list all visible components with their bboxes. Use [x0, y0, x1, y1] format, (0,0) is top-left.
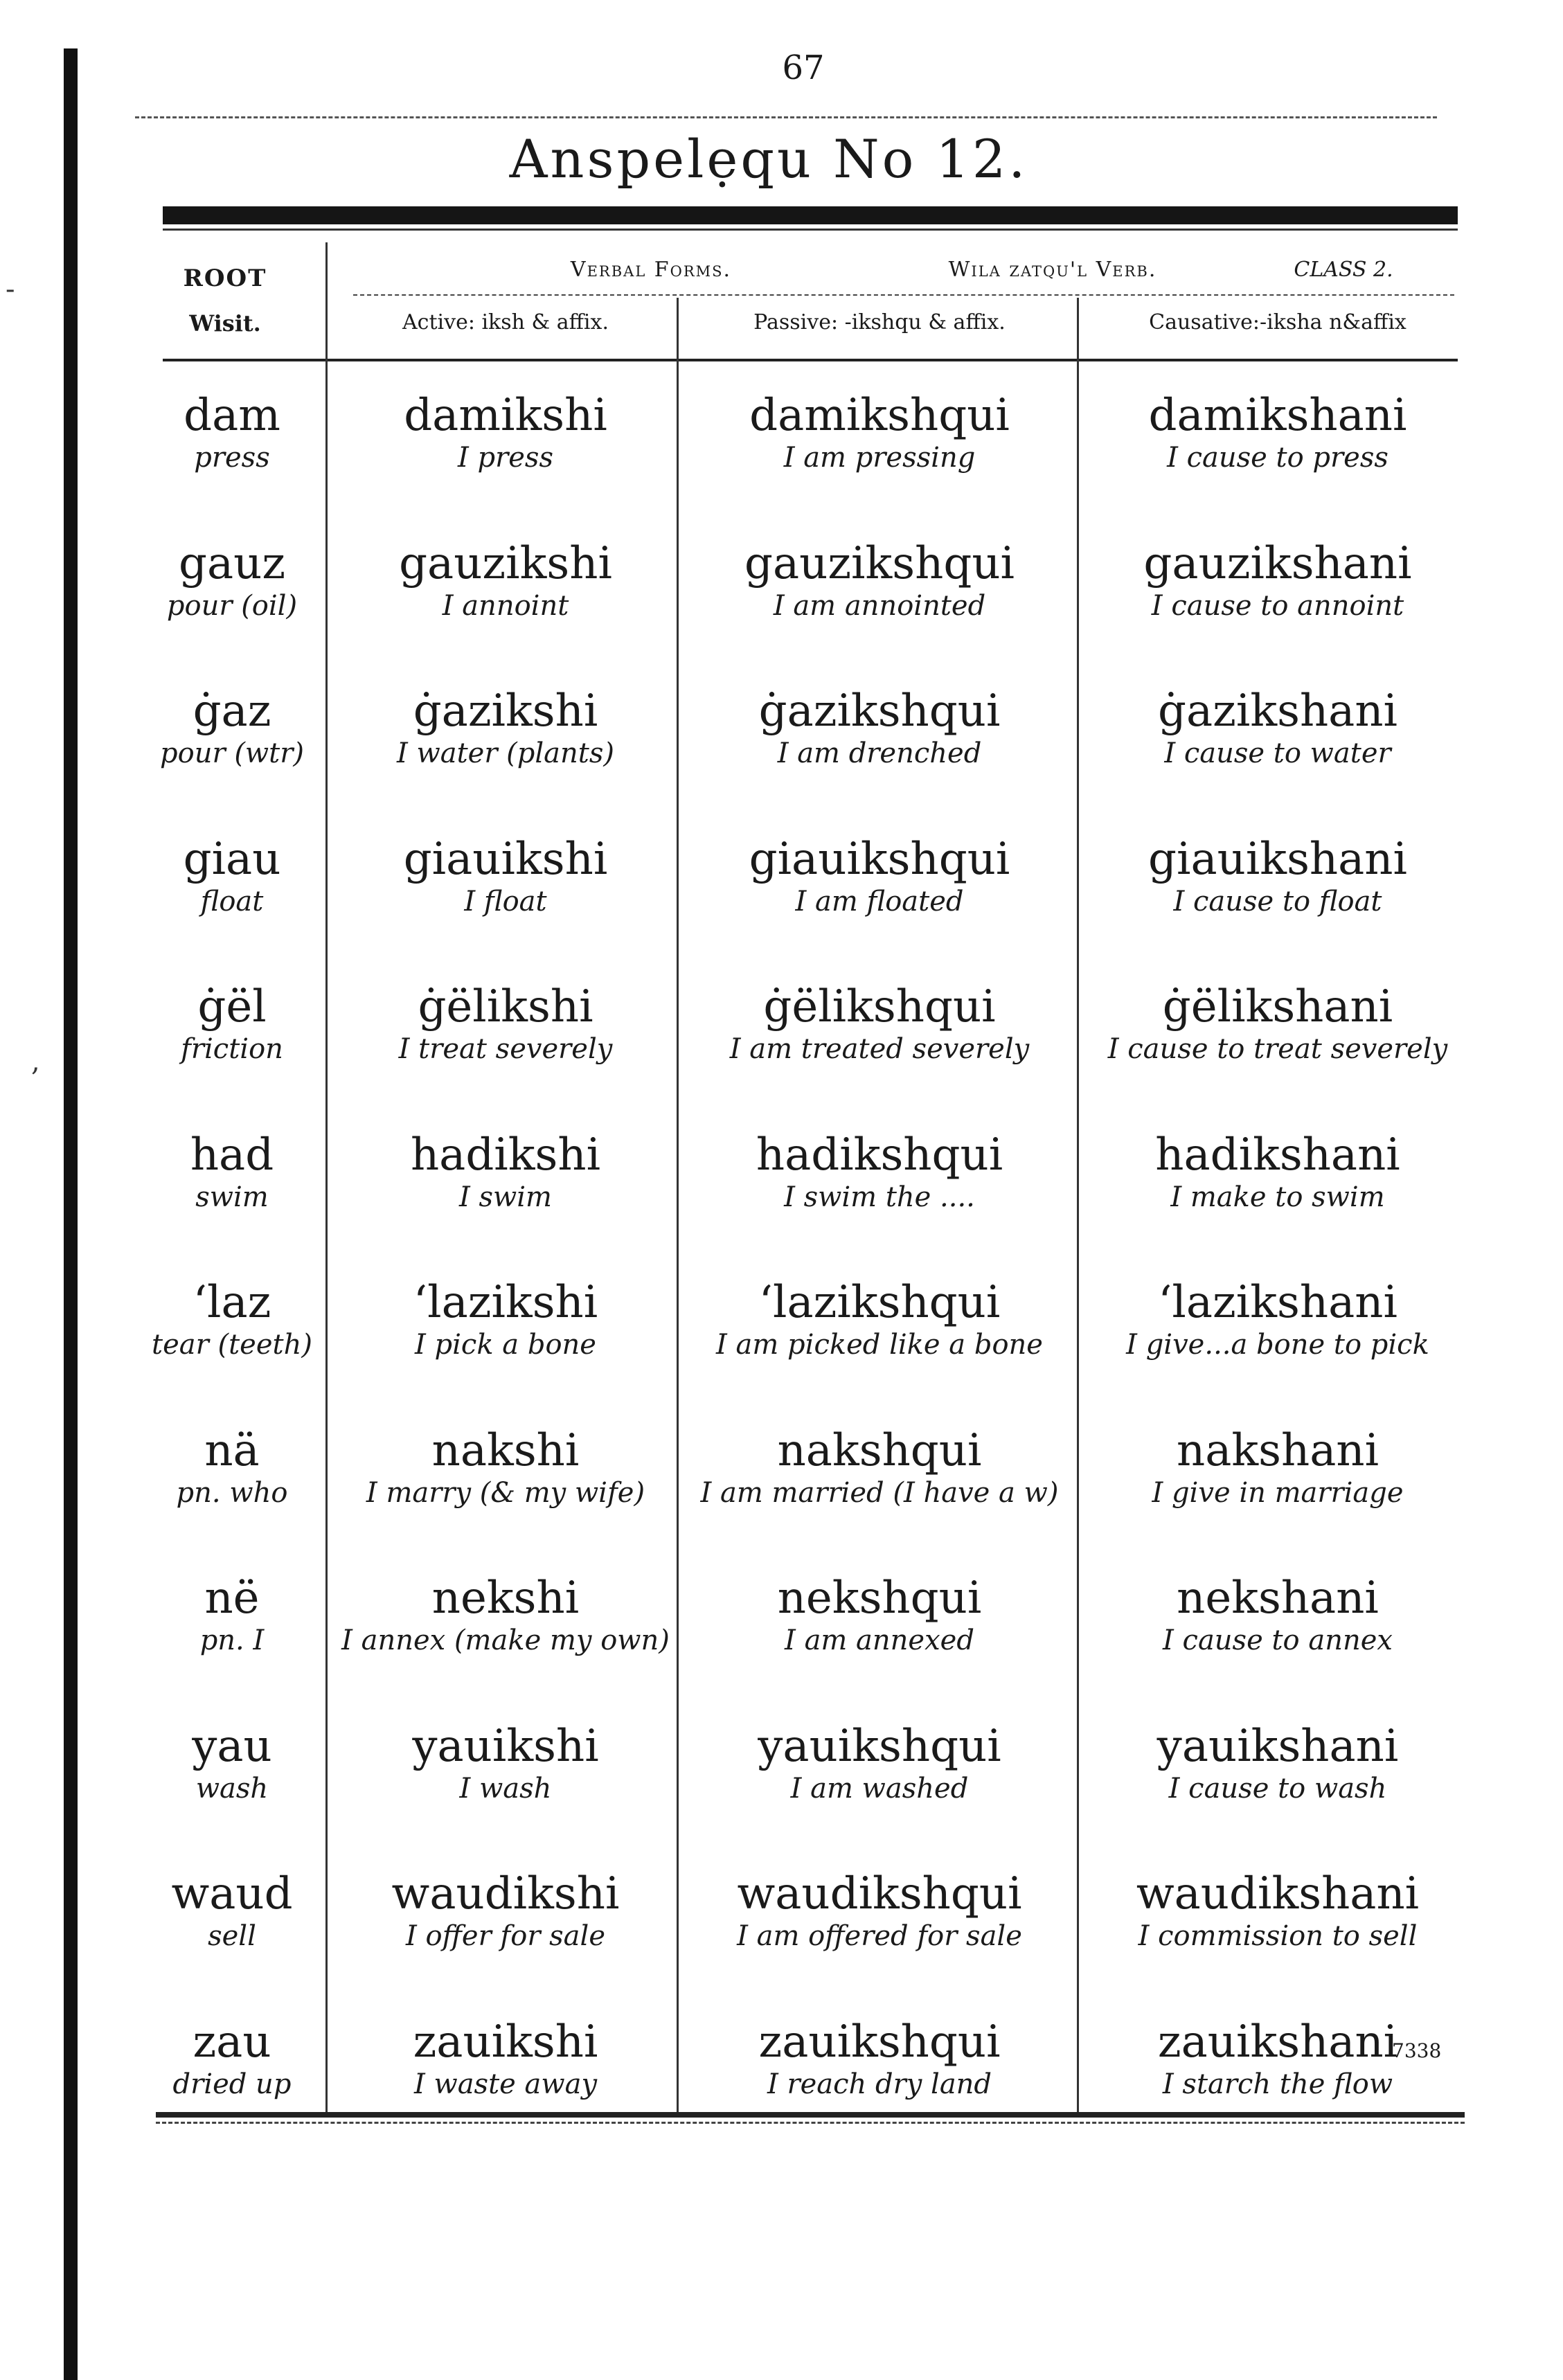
heavy-divider	[163, 206, 1458, 224]
root-cell	[139, 1131, 325, 1214]
table-row	[0, 1574, 1563, 1723]
active-form-word: ġazikshi	[413, 686, 598, 737]
passive-form-gloss: I am married (I have a w)	[700, 1476, 1059, 1509]
passive-form-gloss: I am floated	[795, 885, 964, 918]
active-form-gloss: I annoint	[442, 589, 569, 622]
causative-form-word: gauzikshani	[1143, 537, 1412, 589]
root-cell	[139, 983, 325, 1066]
causative-form-word: yauikshani	[1156, 1720, 1399, 1772]
active-form-word: gauzikshi	[399, 537, 612, 589]
active-form-cell	[332, 1870, 679, 1953]
active-form-cell	[332, 1574, 679, 1657]
active-form-cell	[332, 983, 679, 1066]
causative-form-gloss: I cause to treat severely	[1107, 1033, 1448, 1066]
passive-form-cell	[682, 539, 1077, 623]
root-cell	[139, 687, 325, 770]
active-form-gloss: I wash	[459, 1772, 552, 1805]
root-cell	[139, 2018, 325, 2101]
passive-form-word: zauikshqui	[758, 2016, 1001, 2068]
active-form-word: ‘lazikshi	[413, 1277, 598, 1328]
active-form-word: nekshi	[431, 1573, 580, 1624]
passive-form-cell	[682, 391, 1077, 474]
root-gloss: float	[200, 885, 264, 918]
causative-form-cell	[1080, 1574, 1475, 1657]
active-form-gloss: I annex (make my own)	[341, 1625, 670, 1657]
root-cell	[139, 1870, 325, 1953]
root-gloss: wash	[195, 1772, 269, 1805]
verbal-forms-header: Verbal Forms.	[570, 258, 732, 282]
passive-form-gloss: I am offered for sale	[737, 1920, 1022, 1953]
causative-form-cell	[1080, 539, 1475, 623]
passive-form-gloss: I swim the ....	[784, 1181, 975, 1213]
root-gloss: pn. who	[176, 1476, 288, 1509]
page-number: 67	[782, 48, 825, 87]
causative-form-gloss: I cause to annoint	[1151, 589, 1404, 622]
passive-form-word: gauzikshqui	[744, 537, 1015, 589]
header-bottom-rule	[163, 359, 1458, 361]
passive-form-word: yauikshqui	[758, 1720, 1001, 1772]
active-form-gloss: I pick a bone	[415, 1329, 596, 1361]
active-form-word: damikshi	[404, 390, 607, 441]
root-word: had	[190, 1129, 274, 1181]
active-form-gloss: I water (plants)	[396, 737, 614, 770]
passive-form-gloss: I reach dry land	[767, 2068, 992, 2100]
passive-form-word: hadikshqui	[756, 1129, 1003, 1181]
causative-form-word: waudikshani	[1136, 1868, 1420, 1920]
passive-form-gloss: I am annexed	[785, 1625, 974, 1657]
causative-form-cell	[1080, 1426, 1475, 1510]
passive-form-word: waudikshqui	[737, 1868, 1022, 1920]
causative-form-word: giauikshani	[1148, 833, 1407, 885]
root-gloss: pour (wtr)	[160, 737, 304, 770]
root-gloss: pn. I	[199, 1625, 265, 1657]
root-word: dam	[184, 390, 280, 441]
causative-form-cell	[1080, 1722, 1475, 1805]
passive-form-cell	[682, 1426, 1077, 1510]
active-form-word: nakshi	[431, 1424, 580, 1476]
root-cell	[139, 1574, 325, 1657]
passive-form-cell	[682, 835, 1077, 918]
root-gloss: friction	[181, 1033, 283, 1066]
table-row	[0, 835, 1563, 984]
root-word: zau	[193, 2016, 271, 2068]
passive-form-gloss: I am drenched	[777, 737, 982, 770]
causative-form-gloss: I cause to press	[1167, 442, 1388, 474]
passive-form-cell	[682, 1722, 1077, 1805]
table-row	[0, 391, 1563, 540]
thin-divider	[163, 229, 1458, 231]
causative-form-gloss: I cause to annex	[1163, 1625, 1393, 1657]
root-word: waud	[171, 1868, 293, 1920]
active-form-word: yauikshi	[412, 1720, 599, 1772]
root-word: yau	[192, 1720, 272, 1772]
causative-form-cell	[1080, 1131, 1475, 1214]
active-form-gloss: I waste away	[413, 2068, 598, 2100]
root-gloss: press	[194, 442, 270, 474]
root-cell	[139, 1426, 325, 1510]
passive-form-word: giauikshqui	[749, 833, 1010, 885]
root-gloss: pour (oil)	[166, 589, 298, 622]
root-subheader: Wisit.	[189, 310, 261, 337]
active-form-word: ġëlikshi	[418, 981, 593, 1032]
passive-form-cell	[682, 2018, 1077, 2101]
passive-form-word: ġëlikshqui	[763, 981, 996, 1032]
causative-form-cell	[1080, 687, 1475, 770]
causative-form-word: nakshani	[1176, 1424, 1379, 1476]
causative-form-word: ‘lazikshani	[1158, 1277, 1397, 1328]
causative-form-gloss: I cause to water	[1164, 737, 1391, 770]
bottom-dashed-rule	[156, 2122, 1465, 2124]
table-row	[0, 1131, 1563, 1280]
top-rule	[135, 116, 1437, 118]
active-form-gloss: I marry (& my wife)	[366, 1476, 645, 1509]
root-word: ‘laz	[193, 1277, 271, 1328]
table-row	[0, 1722, 1563, 1871]
active-form-word: zauikshi	[413, 2016, 598, 2068]
passive-form-cell	[682, 687, 1077, 770]
causative-form-gloss: I make to swim	[1170, 1181, 1385, 1213]
causative-form-word: zauikshani	[1157, 2016, 1398, 2068]
root-cell	[139, 1722, 325, 1805]
table-row	[0, 687, 1563, 836]
passive-form-cell	[682, 1131, 1077, 1214]
active-form-gloss: I swim	[458, 1181, 552, 1213]
passive-form-word: ġazikshqui	[758, 686, 1001, 737]
class-header: CLASS 2.	[1294, 258, 1393, 282]
root-gloss: sell	[208, 1920, 256, 1953]
passive-form-cell	[682, 983, 1077, 1066]
causative-header: Causative:-iksha n&affix	[1149, 310, 1406, 334]
passive-form-word: ‘lazikshqui	[758, 1277, 1001, 1328]
root-word: në	[204, 1573, 260, 1624]
table-row	[0, 1870, 1563, 2019]
active-header: Active: iksh & affix.	[402, 310, 609, 334]
active-form-cell	[332, 687, 679, 770]
causative-form-gloss: I give...a bone to pick	[1126, 1329, 1429, 1361]
corner-page-mark: 7338	[1392, 2039, 1442, 2062]
causative-form-cell	[1080, 391, 1475, 474]
root-gloss: swim	[195, 1181, 269, 1213]
passive-form-word: damikshqui	[749, 390, 1010, 441]
bottom-rule	[156, 2112, 1465, 2118]
root-gloss: dried up	[172, 2068, 292, 2100]
active-form-word: hadikshi	[410, 1129, 601, 1181]
passive-form-cell	[682, 1870, 1077, 1953]
passive-form-gloss: I am treated severely	[729, 1033, 1030, 1066]
active-form-word: giauikshi	[403, 833, 608, 885]
active-form-gloss: I treat severely	[398, 1033, 613, 1066]
table-row	[0, 1278, 1563, 1427]
root-cell	[139, 539, 325, 623]
root-word: nä	[204, 1424, 260, 1476]
passive-form-word: nekshqui	[777, 1573, 982, 1624]
margin-tick: ,	[31, 1046, 40, 1077]
causative-form-word: hadikshani	[1155, 1129, 1400, 1181]
root-cell	[139, 391, 325, 474]
passive-form-cell	[682, 1278, 1077, 1361]
page-title: Anspelẹqu No 12.	[509, 128, 1028, 190]
active-form-cell	[332, 391, 679, 474]
passive-form-word: nakshqui	[777, 1424, 982, 1476]
passive-form-gloss: I am annointed	[773, 589, 986, 622]
active-form-cell	[332, 1426, 679, 1510]
root-word: gauz	[178, 537, 286, 589]
table-row	[0, 1426, 1563, 1575]
root-word: ġël	[197, 981, 267, 1032]
table-row	[0, 539, 1563, 688]
active-form-cell	[332, 1278, 679, 1361]
wila-verb-header: Wila zatqu'l Verb.	[948, 258, 1157, 282]
passive-form-gloss: I am washed	[790, 1772, 969, 1805]
causative-form-gloss: I commission to sell	[1138, 1920, 1418, 1953]
passive-header: Passive: -ikshqu & affix.	[753, 310, 1006, 334]
passive-form-gloss: I am picked like a bone	[716, 1329, 1043, 1361]
causative-form-gloss: I cause to float	[1173, 885, 1382, 918]
root-cell	[139, 835, 325, 918]
causative-form-gloss: I cause to wash	[1168, 1772, 1387, 1805]
root-header: ROOT	[183, 265, 267, 292]
active-form-gloss: I float	[464, 885, 547, 918]
passive-form-cell	[682, 1574, 1077, 1657]
root-word: giau	[183, 833, 281, 885]
active-form-gloss: I press	[458, 442, 553, 474]
causative-form-cell	[1080, 835, 1475, 918]
root-word: ġaz	[193, 686, 271, 737]
causative-form-gloss: I give in marriage	[1152, 1476, 1404, 1509]
causative-form-word: damikshani	[1148, 390, 1407, 441]
active-form-cell	[332, 2018, 679, 2101]
causative-form-gloss: I starch the flow	[1162, 2068, 1393, 2100]
root-cell	[139, 1278, 325, 1361]
causative-form-cell	[1080, 983, 1475, 1066]
causative-form-word: ġëlikshani	[1162, 981, 1393, 1032]
active-form-word: waudikshi	[391, 1868, 620, 1920]
passive-form-gloss: I am pressing	[783, 442, 976, 474]
causative-form-word: nekshani	[1177, 1573, 1379, 1624]
active-form-cell	[332, 539, 679, 623]
root-gloss: tear (teeth)	[152, 1329, 312, 1361]
header-dashed-rule	[353, 294, 1454, 296]
table-row	[0, 983, 1563, 1131]
active-form-gloss: I offer for sale	[405, 1920, 605, 1953]
margin-tick: -	[6, 274, 15, 305]
causative-form-word: ġazikshani	[1158, 686, 1397, 737]
active-form-cell	[332, 1131, 679, 1214]
active-form-cell	[332, 1722, 679, 1805]
active-form-cell	[332, 835, 679, 918]
causative-form-cell	[1080, 1870, 1475, 1953]
causative-form-cell	[1080, 1278, 1475, 1361]
table-row	[0, 2018, 1563, 2167]
